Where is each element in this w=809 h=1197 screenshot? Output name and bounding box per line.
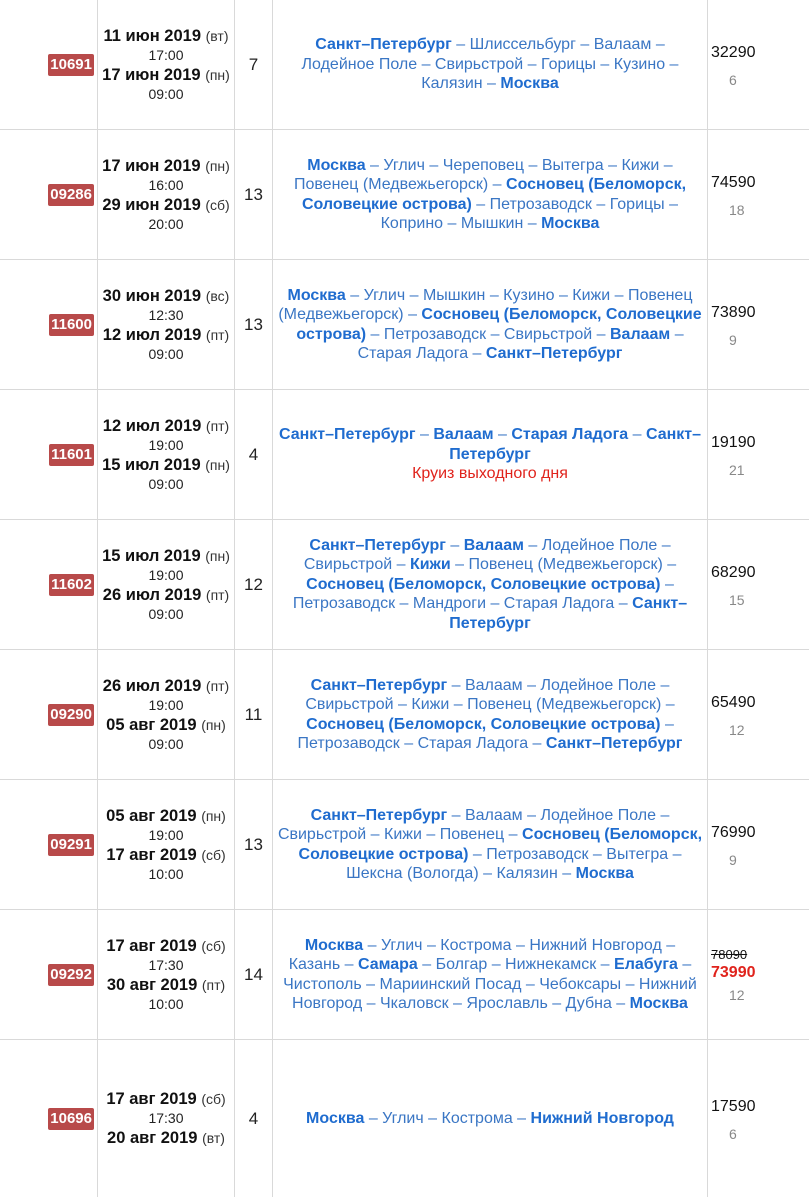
start-date xyxy=(103,286,230,306)
duration-days: 11 xyxy=(235,650,273,779)
end-time: 09:00 xyxy=(148,605,184,622)
start-date-weekday: (пн) xyxy=(205,157,230,174)
start-time: 19:00 xyxy=(148,566,184,583)
price: 76990 xyxy=(711,823,756,841)
price: 32290 xyxy=(711,43,756,61)
dates-cell xyxy=(98,1040,235,1197)
start-date-weekday: (сб) xyxy=(201,1091,226,1107)
cruise-row[interactable] xyxy=(0,1040,809,1197)
route-port: – xyxy=(415,426,434,444)
start-date xyxy=(106,1089,225,1109)
price: 68290 xyxy=(711,563,756,581)
start-date xyxy=(106,806,226,826)
route-cell xyxy=(273,130,708,259)
start-date-weekday: (пн) xyxy=(201,807,226,824)
end-date xyxy=(103,585,229,605)
available-count: 6 xyxy=(729,71,737,88)
available-count: 12 xyxy=(729,721,745,738)
price-cell xyxy=(708,0,809,129)
route-port-major: Сосновец (Беломорск, Соловецкие острова) xyxy=(296,306,702,343)
route-port-major: Санкт–Петербург xyxy=(449,426,701,463)
price-cell xyxy=(708,520,809,649)
price-cell xyxy=(708,910,809,1039)
route-port-major: Самара xyxy=(357,956,418,973)
route-port: – xyxy=(628,426,646,444)
cruise-id-badge[interactable]: 09291 xyxy=(48,834,94,856)
cruise-row[interactable] xyxy=(0,650,809,780)
cruise-row[interactable] xyxy=(0,910,809,1040)
cruise-id-cell xyxy=(0,130,98,259)
route-port-major: Санкт–Петербург xyxy=(310,676,448,694)
route-port: – Углич – Мышкин – Кузино – Кижи – Повенец (Медвежьегорск) – xyxy=(278,286,693,323)
price-cell xyxy=(708,130,809,259)
cruise-id-badge[interactable]: 11600 xyxy=(49,314,94,336)
route-port-major: Валаам xyxy=(463,536,524,554)
end-date-value: 17 июн 2019 xyxy=(102,65,201,84)
discount-price: 73990 xyxy=(711,963,756,981)
price-cell xyxy=(708,1040,809,1197)
route-port-major: Нижний Новгород xyxy=(530,1109,674,1127)
start-date-weekday: (пт) xyxy=(205,677,230,694)
dates-cell xyxy=(98,910,235,1039)
route-port: – xyxy=(493,426,512,444)
dates-cell xyxy=(98,260,235,389)
cruise-row[interactable] xyxy=(0,260,809,390)
cruise-row[interactable] xyxy=(0,780,809,910)
duration-days: 14 xyxy=(235,910,273,1039)
route-port-major: Санкт–Петербург xyxy=(310,806,448,824)
duration-days: 12 xyxy=(235,520,273,649)
route-text[interactable] xyxy=(277,286,703,364)
route-port-major: Санкт–Петербург xyxy=(315,36,452,54)
route-text[interactable] xyxy=(277,806,703,884)
duration-days: 4 xyxy=(235,390,273,519)
cruise-id-badge[interactable]: 10691 xyxy=(48,54,94,76)
route-port-major: Сосновец (Беломорск, Соловецкие острова) xyxy=(306,715,661,733)
end-date-value: 17 авг 2019 xyxy=(106,845,197,864)
route-port-major: Сосновец (Беломорск, Соловецкие острова) xyxy=(301,176,687,213)
route-cell xyxy=(273,390,708,519)
start-time: 17:00 xyxy=(148,46,184,63)
route-port-major: Санкт–Петербург xyxy=(485,345,623,362)
route-cell xyxy=(273,780,708,909)
route-port-major: Санкт–Петербург xyxy=(449,595,688,632)
duration-days: 4 xyxy=(235,1040,273,1197)
route-port: – Валаам – Лодейное Поле – Свирьстрой – Кижи – Повенец – xyxy=(277,806,670,843)
end-date xyxy=(107,1128,225,1148)
start-date xyxy=(106,936,225,956)
route-cell xyxy=(273,0,708,129)
route-port: – Лодейное Поле – Свирьстрой – xyxy=(303,536,671,574)
route-port: – Петрозаводск – Вытегра – Шексна (Вологда) – Калязин – xyxy=(346,845,682,882)
end-date xyxy=(107,975,225,995)
duration-days: 7 xyxy=(235,0,273,129)
dates-cell xyxy=(98,130,235,259)
end-date-weekday: (пн) xyxy=(205,456,230,473)
available-count: 9 xyxy=(729,851,737,868)
price-cell xyxy=(708,650,809,779)
route-port: – Шлиссельбург – Валаам – Лодейное Поле – Свирьстрой – Горицы – Кузино – Калязин – xyxy=(301,36,679,93)
end-date-weekday: (сб) xyxy=(205,196,230,213)
price: 74590 xyxy=(711,173,756,191)
route-port-major: Кижи xyxy=(409,556,451,574)
cruise-id-badge[interactable]: 09292 xyxy=(48,964,94,986)
price-cell xyxy=(708,390,809,519)
start-date xyxy=(104,26,229,46)
start-date-value: 30 июн 2019 xyxy=(102,286,202,305)
price: 73890 xyxy=(711,303,756,321)
route-text[interactable] xyxy=(277,35,703,94)
cruise-id-cell xyxy=(0,0,98,129)
route-port-major: Валаам xyxy=(610,325,671,343)
available-count: 12 xyxy=(729,986,745,1003)
route-port: – Старая Ладога – xyxy=(357,325,684,362)
start-date xyxy=(103,416,229,436)
start-time: 16:00 xyxy=(148,176,184,193)
end-date xyxy=(106,845,225,865)
end-date-value: 29 июн 2019 xyxy=(102,195,201,214)
route-port: – Петрозаводск – Горицы – Коприно – Мышкин – xyxy=(380,195,679,232)
start-date-weekday: (вт) xyxy=(205,27,229,44)
end-date-value: 12 июл 2019 xyxy=(102,325,202,344)
start-date-value: 17 авг 2019 xyxy=(106,936,197,955)
price-cell xyxy=(708,260,809,389)
route-port-major: Москва xyxy=(629,995,688,1012)
end-date-value: 15 июл 2019 xyxy=(102,455,201,474)
dates-cell xyxy=(98,650,235,779)
price: 17590 xyxy=(711,1097,756,1115)
end-date xyxy=(102,195,229,215)
route-port: – Валаам – Лодейное Поле – Свирьстрой – Кижи – Повенец (Медвежьегорск) – xyxy=(305,676,675,713)
route-cell xyxy=(273,1040,708,1197)
route-port: – xyxy=(445,536,464,554)
cruise-id-badge[interactable]: 10696 xyxy=(48,1108,94,1130)
cruise-id-cell xyxy=(0,390,98,519)
available-count: 15 xyxy=(729,591,745,608)
duration-days: 13 xyxy=(235,780,273,909)
end-date-weekday: (пт) xyxy=(205,326,230,343)
start-date-value: 26 июл 2019 xyxy=(102,676,202,695)
route-text[interactable] xyxy=(277,676,703,754)
cruise-id-cell xyxy=(0,1040,98,1197)
route-port-major: Сосновец (Беломорск, Соловецкие острова) xyxy=(298,826,703,863)
start-date xyxy=(102,546,230,566)
cruise-note: Круиз выходного дня xyxy=(412,465,568,483)
cruise-id-cell xyxy=(0,520,98,649)
route-port-major: Москва xyxy=(500,75,559,93)
route-port-major: Санкт–Петербург xyxy=(309,536,446,554)
route-port-major: Москва xyxy=(575,865,634,882)
start-date-value: 11 июн 2019 xyxy=(103,26,202,45)
end-time: 09:00 xyxy=(148,475,184,492)
cruise-id-badge[interactable]: 11602 xyxy=(49,574,94,596)
route-port: – Чистополь – Мариинский Посад – Чебоксары – Нижний Новгород – Чкаловск – Ярославль – Дубна – xyxy=(283,956,697,1012)
route-port-major: Санкт–Петербург xyxy=(278,426,416,444)
start-date-weekday: (вс) xyxy=(205,287,230,304)
cruise-id-cell xyxy=(0,260,98,389)
route-port-major: Санкт–Петербург xyxy=(545,735,683,752)
end-date-weekday: (пт) xyxy=(201,976,226,993)
duration-days: 13 xyxy=(235,130,273,259)
route-port: – Петрозаводск – Свирьстрой – xyxy=(366,325,610,343)
route-cell xyxy=(273,910,708,1039)
end-date xyxy=(106,715,226,735)
start-time: 19:00 xyxy=(148,436,184,453)
route-text[interactable] xyxy=(277,156,703,234)
route-port-major: Москва xyxy=(306,1109,365,1127)
dates-cell xyxy=(98,520,235,649)
start-date-weekday: (пн) xyxy=(205,547,230,564)
old-price: 78090 xyxy=(711,946,748,962)
cruise-id-cell xyxy=(0,910,98,1039)
cruise-row[interactable] xyxy=(0,520,809,650)
dates-cell xyxy=(98,780,235,909)
duration-days: 13 xyxy=(235,260,273,389)
price: 65490 xyxy=(711,693,756,711)
cruise-row[interactable] xyxy=(0,130,809,260)
start-date-value: 17 авг 2019 xyxy=(106,1090,197,1108)
start-date-weekday: (сб) xyxy=(201,937,226,954)
end-time: 09:00 xyxy=(148,735,184,752)
end-date-weekday: (сб) xyxy=(201,846,226,863)
start-date xyxy=(102,156,230,176)
route-port: – Петрозаводск – Мандроги – Старая Ладога – xyxy=(292,575,674,613)
start-time: 12:30 xyxy=(148,306,184,323)
route-text[interactable] xyxy=(306,1109,674,1129)
end-date-value: 26 июл 2019 xyxy=(102,585,202,604)
end-date xyxy=(102,65,230,85)
end-date-value: 30 авг 2019 xyxy=(106,975,198,994)
route-port-major: Москва xyxy=(304,936,364,954)
start-time: 19:00 xyxy=(148,696,184,713)
route-port: – Углич – Кострома – Нижний Новгород – Казань – xyxy=(288,936,676,973)
end-date-weekday: (пт) xyxy=(205,586,230,603)
cruise-id-cell xyxy=(0,780,98,909)
end-time: 10:00 xyxy=(148,865,184,882)
route-cell xyxy=(273,260,708,389)
route-port-major: Москва xyxy=(541,215,600,232)
end-date-weekday: (пн) xyxy=(201,716,226,733)
route-port: – Углич – Череповец – Вытегра – Кижи – Повенец (Медвежьегорск) – xyxy=(293,156,673,193)
route-port: – Углич – Кострома – xyxy=(364,1109,531,1127)
cruise-id-badge[interactable]: 09290 xyxy=(48,704,94,726)
end-time: 09:00 xyxy=(148,85,184,102)
start-time: 19:00 xyxy=(148,826,184,843)
end-time: 09:00 xyxy=(148,345,184,362)
end-date-value: 20 авг 2019 xyxy=(107,1129,198,1147)
route-port-major: Валаам xyxy=(433,426,494,444)
route-port-major: Сосновец (Беломорск, Соловецкие острова) xyxy=(306,575,661,593)
start-date-value: 05 авг 2019 xyxy=(106,806,197,825)
route-port-major: Елабуга xyxy=(614,956,678,973)
route-port: – Повенец (Медвежьегорск) – xyxy=(450,556,677,574)
price-cell xyxy=(708,780,809,909)
cruise-id-cell xyxy=(0,650,98,779)
route-port: – Болгар – Нижнекамск – xyxy=(417,956,615,973)
end-date-weekday: (вт) xyxy=(202,1130,225,1146)
route-text[interactable] xyxy=(277,425,703,484)
route-cell xyxy=(273,520,708,649)
start-date-weekday: (пт) xyxy=(205,417,230,434)
start-time: 17:30 xyxy=(148,956,184,973)
route-port-major: Москва xyxy=(307,156,366,174)
cruise-row[interactable] xyxy=(0,0,809,130)
end-date-value: 05 авг 2019 xyxy=(106,715,197,734)
route-text[interactable] xyxy=(277,536,703,634)
available-count: 18 xyxy=(729,201,745,218)
end-time: 20:00 xyxy=(148,215,184,232)
route-port-major: Старая Ладога xyxy=(511,426,629,444)
route-port: – Петрозаводск – Старая Ладога – xyxy=(297,715,674,752)
start-date-value: 17 июн 2019 xyxy=(102,156,201,175)
end-time: 10:00 xyxy=(148,995,184,1012)
available-count: 6 xyxy=(729,1125,737,1142)
route-text[interactable] xyxy=(277,936,703,1014)
available-count: 9 xyxy=(729,331,737,348)
start-time: 17:30 xyxy=(148,1110,184,1126)
route-port-major: Москва xyxy=(287,286,346,304)
end-date xyxy=(102,455,230,475)
price: 19190 xyxy=(711,433,756,451)
start-date-value: 15 июл 2019 xyxy=(102,546,201,565)
cruise-id-badge[interactable]: 11601 xyxy=(49,444,94,466)
cruise-row[interactable] xyxy=(0,390,809,520)
start-date-value: 12 июл 2019 xyxy=(102,416,202,435)
cruise-id-badge[interactable]: 09286 xyxy=(48,184,94,206)
route-cell xyxy=(273,650,708,779)
dates-cell xyxy=(98,390,235,519)
dates-cell xyxy=(98,0,235,129)
start-date xyxy=(103,676,229,696)
available-count: 21 xyxy=(729,461,745,478)
end-date-weekday: (пн) xyxy=(205,66,230,83)
end-date xyxy=(103,325,229,345)
